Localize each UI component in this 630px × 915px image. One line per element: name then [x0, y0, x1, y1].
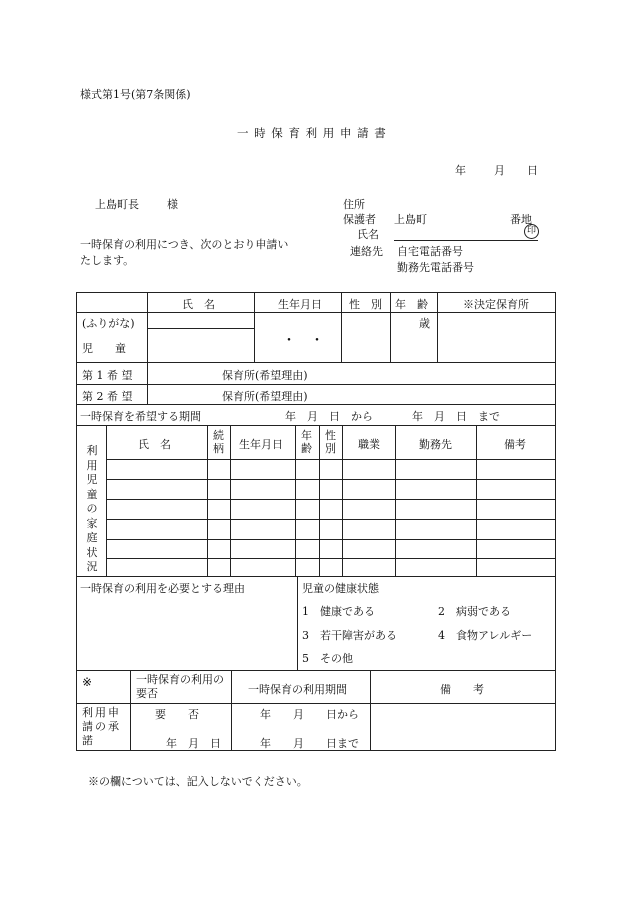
family-header-age: 年齢 [301, 429, 312, 455]
health-option-4: 4 食物アレルギー [438, 629, 533, 642]
family-header-birthdate: 生年月日 [239, 438, 283, 451]
family-header-sex: 性別 [325, 429, 336, 455]
family-header-occupation: 職業 [358, 438, 380, 451]
health-option-5: 5 その他 [302, 652, 353, 665]
family-header-workplace: 勤務先 [419, 438, 452, 451]
footnote: ※の欄については、記入しないでください。 [88, 775, 308, 788]
work-phone-label: 勤務先電話番号 [397, 261, 474, 274]
request-text-line2: たします。 [80, 254, 135, 267]
period-label: 一時保育を希望する期間 [80, 410, 201, 423]
header-assigned-nursery: ※決定保育所 [463, 298, 529, 311]
family-header-remarks: 備考 [504, 438, 526, 451]
health-option-1: 1 健康である [302, 605, 375, 618]
approval-yesno: 要 否 [155, 708, 199, 721]
approval-mark: ※ [82, 675, 93, 689]
family-header-name: 氏 名 [138, 438, 171, 451]
contact-label: 連絡先 [350, 245, 383, 258]
header-age: 年 齢 [395, 298, 428, 311]
approval-col-remarks: 備 考 [440, 683, 484, 696]
period-to: 年 月 日 まで [412, 410, 500, 423]
honorific: 様 [167, 198, 178, 211]
seal-mark: 印 [524, 224, 539, 239]
age-unit: 歳 [419, 317, 430, 330]
birth-date-dots: ・ ・ [282, 333, 324, 349]
town-name: 上島町 [394, 213, 427, 226]
request-text-line1: 一時保育の利用につき、次のとおり申請い [80, 238, 289, 251]
approval-side-label: 利用申請の承諾 [82, 706, 121, 747]
approval-period-to: 年 月 日まで [260, 737, 359, 750]
approval-period-from: 年 月 日から [260, 708, 359, 721]
reason-label: 一時保育の利用を必要とする理由 [80, 582, 245, 595]
guardian-label: 保護者 [343, 213, 376, 226]
date-day: 日 [527, 164, 538, 177]
banchi-label: 番地 [510, 213, 532, 226]
name-label: 氏名 [357, 228, 379, 241]
header-sex: 性 別 [349, 298, 382, 311]
form-number: 様式第1号(第7条関係) [80, 88, 191, 101]
family-side-label: 利用児童の家庭状況 [86, 444, 98, 573]
address-label: 住所 [343, 198, 365, 211]
approval-col-approval: 一時保育の利用の要否 [136, 673, 224, 700]
health-label: 児童の健康状態 [302, 582, 379, 595]
period-from: 年 月 日 から [285, 410, 373, 423]
date-year: 年 [455, 164, 466, 177]
health-option-2: 2 病弱である [438, 605, 511, 618]
page-title: 一 時 保 育 利 用 申 請 書 [237, 126, 387, 140]
furigana-label: (ふりがな) [82, 317, 135, 330]
addressee: 上島町長 [95, 198, 139, 211]
preference-2-value: 保育所(希望理由) [222, 390, 308, 403]
home-phone-label: 自宅電話番号 [397, 245, 463, 258]
header-name: 氏 名 [182, 298, 215, 311]
date-month: 月 [494, 164, 505, 177]
approval-date: 年 月 日 [166, 737, 221, 750]
header-birthdate: 生年月日 [278, 298, 322, 311]
preference-1-value: 保育所(希望理由) [222, 369, 308, 382]
preference-2-label: 第 2 希 望 [82, 390, 133, 403]
family-header-relation: 続柄 [213, 429, 224, 455]
approval-col-period: 一時保育の利用期間 [248, 683, 347, 696]
health-option-3: 3 若干障害がある [302, 629, 397, 642]
preference-1-label: 第 1 希 望 [82, 369, 133, 382]
child-label: 児 童 [82, 342, 126, 355]
